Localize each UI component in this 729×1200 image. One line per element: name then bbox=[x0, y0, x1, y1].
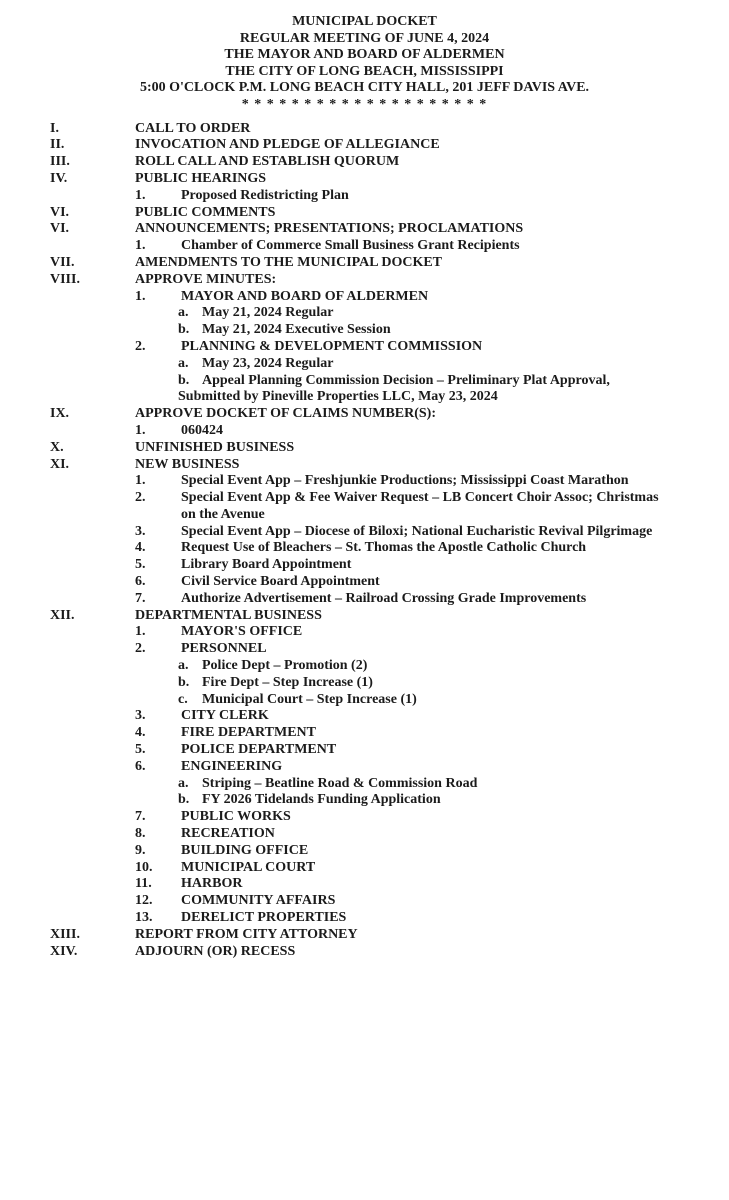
agenda-line bbox=[0, 356, 729, 373]
agenda-item-marker: 1. bbox=[135, 422, 146, 438]
agenda-line bbox=[0, 457, 729, 474]
agenda-line bbox=[0, 893, 729, 910]
agenda-item-text: REPORT FROM CITY ATTORNEY bbox=[135, 926, 358, 942]
agenda-line bbox=[0, 423, 729, 440]
agenda-line bbox=[0, 608, 729, 625]
agenda-item-marker: b. bbox=[178, 674, 190, 690]
agenda-item-text: May 21, 2024 Executive Session bbox=[202, 322, 391, 338]
agenda-item-text: PUBLIC COMMENTS bbox=[135, 204, 276, 220]
agenda-item-marker: 1. bbox=[135, 473, 146, 489]
agenda-line bbox=[0, 221, 729, 238]
agenda-item-marker: a. bbox=[178, 355, 189, 371]
agenda-item-text: CALL TO ORDER bbox=[135, 120, 251, 136]
agenda-item-marker: IV. bbox=[50, 170, 68, 186]
agenda-item-text: Special Event App & Fee Waiver Request – LB Concert Choir Assoc; Christmas bbox=[181, 490, 659, 506]
agenda-item-text: Fire Dept – Step Increase (1) bbox=[202, 674, 373, 690]
agenda-line bbox=[0, 238, 729, 255]
header-line: MUNICIPAL DOCKET bbox=[292, 14, 437, 29]
agenda-item-text: HARBOR bbox=[181, 876, 243, 892]
agenda-item-marker: 3. bbox=[135, 523, 146, 539]
agenda-line bbox=[0, 557, 729, 574]
agenda-line bbox=[0, 188, 729, 205]
agenda-item-marker: 9. bbox=[135, 842, 146, 858]
agenda-item-text: Striping – Beatline Road & Commission Road bbox=[202, 775, 478, 791]
agenda-item-marker: XIV. bbox=[50, 943, 78, 959]
agenda-item-text: NEW BUSINESS bbox=[135, 456, 240, 472]
agenda-item-text: May 23, 2024 Regular bbox=[202, 355, 334, 371]
agenda-item-marker: b. bbox=[178, 372, 190, 388]
header-line: REGULAR MEETING OF JUNE 4, 2024 bbox=[239, 30, 490, 46]
agenda-item-marker: 10. bbox=[135, 859, 153, 875]
agenda-line bbox=[0, 776, 729, 793]
agenda-item-marker: 4. bbox=[135, 725, 146, 741]
agenda-line bbox=[0, 272, 729, 289]
agenda-item-text: APPROVE MINUTES: bbox=[135, 271, 277, 287]
agenda-line bbox=[0, 255, 729, 272]
agenda-line bbox=[0, 725, 729, 742]
agenda-line bbox=[0, 658, 729, 675]
agenda-item-text: on the Avenue bbox=[181, 506, 265, 522]
agenda-line bbox=[0, 624, 729, 641]
agenda-line bbox=[0, 389, 729, 406]
agenda-item-marker: VI. bbox=[50, 221, 70, 237]
agenda-line bbox=[0, 507, 729, 524]
agenda-item-text: DEPARTMENTAL BUSINESS bbox=[135, 607, 322, 623]
agenda-item-marker: XI. bbox=[50, 456, 70, 472]
header-line: THE CITY OF LONG BEACH, MISSISSIPPI bbox=[225, 63, 504, 79]
agenda-item-text: FIRE DEPARTMENT bbox=[181, 725, 316, 741]
agenda-item-text: MUNICIPAL COURT bbox=[181, 859, 316, 875]
agenda-item-marker: 7. bbox=[135, 590, 146, 606]
agenda-item-marker: 6. bbox=[135, 574, 146, 590]
agenda-line bbox=[0, 373, 729, 390]
agenda-line bbox=[0, 406, 729, 423]
header-asterisk-separator: * * * * * * * * * * * * * * * * * * * * bbox=[241, 96, 488, 112]
agenda-line bbox=[0, 154, 729, 171]
agenda-item-text: BUILDING OFFICE bbox=[181, 842, 309, 858]
agenda-item-marker: 5. bbox=[135, 557, 146, 573]
agenda-line bbox=[0, 137, 729, 154]
agenda-item-marker: a. bbox=[178, 305, 189, 321]
agenda-item-text: AMENDMENTS TO THE MUNICIPAL DOCKET bbox=[135, 254, 443, 270]
agenda-line bbox=[0, 121, 729, 138]
agenda-line bbox=[0, 490, 729, 507]
agenda-line bbox=[0, 675, 729, 692]
agenda-item-text: PUBLIC HEARINGS bbox=[135, 170, 267, 186]
agenda-item-marker: II. bbox=[50, 137, 65, 153]
agenda-line bbox=[0, 641, 729, 658]
agenda-item-marker: a. bbox=[178, 658, 189, 674]
agenda-line bbox=[0, 792, 729, 809]
agenda-item-marker: 7. bbox=[135, 809, 146, 825]
agenda-item-text: Civil Service Board Appointment bbox=[181, 574, 380, 590]
agenda-line bbox=[0, 708, 729, 725]
agenda-item-text: PLANNING & DEVELOPMENT COMMISSION bbox=[181, 338, 483, 354]
agenda-item-text: Library Board Appointment bbox=[181, 557, 352, 573]
agenda-item-marker: 2. bbox=[135, 338, 146, 354]
agenda-line bbox=[0, 322, 729, 339]
header-line: THE MAYOR AND BOARD OF ALDERMEN bbox=[224, 47, 505, 63]
agenda-item-text: Submitted by Pineville Properties LLC, May 23, 2024 bbox=[178, 389, 498, 405]
agenda-item-text: MAYOR AND BOARD OF ALDERMEN bbox=[181, 288, 429, 304]
agenda-line bbox=[0, 574, 729, 591]
agenda-item-text: UNFINISHED BUSINESS bbox=[135, 439, 295, 455]
agenda-item-marker: XIII. bbox=[50, 926, 80, 942]
agenda-item-text: POLICE DEPARTMENT bbox=[181, 742, 337, 758]
agenda-item-text: Special Event App – Freshjunkie Productions; Mississippi Coast Marathon bbox=[181, 473, 629, 489]
agenda-line bbox=[0, 473, 729, 490]
agenda-item-marker: 1. bbox=[135, 238, 146, 254]
agenda-item-text: Proposed Redistricting Plan bbox=[181, 187, 349, 203]
agenda-line bbox=[0, 339, 729, 356]
agenda-item-marker: 2. bbox=[135, 490, 146, 506]
agenda-line bbox=[0, 826, 729, 843]
agenda-line bbox=[0, 809, 729, 826]
agenda-item-text: ADJOURN (OR) RECESS bbox=[135, 943, 296, 959]
agenda-item-marker: IX. bbox=[50, 406, 70, 422]
agenda-item-text: May 21, 2024 Regular bbox=[202, 305, 334, 321]
agenda-item-text: 060424 bbox=[181, 422, 223, 438]
agenda-item-text: Request Use of Bleachers – St. Thomas the Apostle Catholic Church bbox=[181, 540, 587, 556]
agenda-item-text: Authorize Advertisement – Railroad Crossing Grade Improvements bbox=[181, 590, 587, 606]
agenda-item-marker: I. bbox=[50, 120, 59, 136]
agenda-item-text: ANNOUNCEMENTS; PRESENTATIONS; PROCLAMATIONS bbox=[135, 221, 524, 237]
agenda-item-text: CITY CLERK bbox=[181, 708, 269, 724]
agenda-item-marker: 2. bbox=[135, 641, 146, 657]
agenda-item-text: Special Event App – Diocese of Biloxi; National Eucharistic Revival Pilgrimage bbox=[181, 523, 653, 539]
agenda-item-marker: 4. bbox=[135, 540, 146, 556]
agenda-item-text: FY 2026 Tidelands Funding Application bbox=[202, 792, 441, 808]
agenda-line bbox=[0, 944, 729, 961]
agenda-line bbox=[0, 205, 729, 222]
agenda-item-marker: VI. bbox=[50, 204, 70, 220]
agenda-line bbox=[0, 843, 729, 860]
agenda-line bbox=[0, 540, 729, 557]
agenda-item-text: ROLL CALL AND ESTABLISH QUORUM bbox=[135, 154, 400, 170]
agenda-item-text: Police Dept – Promotion (2) bbox=[202, 658, 368, 674]
agenda-item-marker: 11. bbox=[135, 876, 152, 892]
agenda-line bbox=[0, 927, 729, 944]
agenda-item-marker: 3. bbox=[135, 708, 146, 724]
agenda-item-marker: a. bbox=[178, 775, 189, 791]
agenda-line bbox=[0, 860, 729, 877]
document-header bbox=[0, 14, 729, 114]
agenda-item-marker: 1. bbox=[135, 288, 146, 304]
agenda-line bbox=[0, 171, 729, 188]
agenda-line bbox=[0, 305, 729, 322]
agenda-item-text: DERELICT PROPERTIES bbox=[181, 910, 347, 926]
agenda-line bbox=[0, 692, 729, 709]
agenda-item-marker: b. bbox=[178, 792, 190, 808]
agenda-item-marker: 1. bbox=[135, 624, 146, 640]
agenda-item-text: Appeal Planning Commission Decision – Preliminary Plat Approval, bbox=[202, 372, 610, 388]
agenda-item-marker: 6. bbox=[135, 758, 146, 774]
agenda-item-marker: b. bbox=[178, 322, 190, 338]
agenda-item-marker: III. bbox=[50, 154, 70, 170]
agenda-item-marker: X. bbox=[50, 439, 64, 455]
agenda-line bbox=[0, 759, 729, 776]
agenda-line bbox=[0, 289, 729, 306]
agenda-line bbox=[0, 591, 729, 608]
agenda-item-text: PUBLIC WORKS bbox=[181, 809, 291, 825]
agenda-item-text: PERSONNEL bbox=[181, 641, 267, 657]
agenda-item-text: RECREATION bbox=[181, 826, 275, 842]
agenda-line bbox=[0, 876, 729, 893]
agenda-line bbox=[0, 524, 729, 541]
agenda-item-text: COMMUNITY AFFAIRS bbox=[181, 893, 336, 909]
agenda-item-marker: XII. bbox=[50, 607, 75, 623]
header-line: 5:00 O'CLOCK P.M. LONG BEACH CITY HALL, 201 JEFF DAVIS AVE. bbox=[139, 80, 590, 96]
agenda-line bbox=[0, 910, 729, 927]
agenda-item-marker: VII. bbox=[50, 254, 75, 270]
agenda-item-marker: VIII. bbox=[50, 271, 80, 287]
agenda-item-marker: c. bbox=[178, 691, 188, 707]
agenda-item-text: Municipal Court – Step Increase (1) bbox=[202, 691, 417, 707]
agenda-item-text: INVOCATION AND PLEDGE OF ALLEGIANCE bbox=[135, 137, 440, 153]
agenda-line bbox=[0, 440, 729, 457]
agenda-item-marker: 1. bbox=[135, 187, 146, 203]
agenda-item-text: APPROVE DOCKET OF CLAIMS NUMBER(S): bbox=[135, 406, 437, 422]
agenda-item-text: MAYOR'S OFFICE bbox=[181, 624, 303, 640]
agenda-line bbox=[0, 742, 729, 759]
agenda-item-marker: 8. bbox=[135, 826, 146, 842]
agenda-item-marker: 5. bbox=[135, 742, 146, 758]
agenda-item-marker: 12. bbox=[135, 893, 153, 909]
agenda-item-text: ENGINEERING bbox=[181, 758, 283, 774]
agenda-item-text: Chamber of Commerce Small Business Grant Recipients bbox=[181, 238, 520, 254]
agenda-item-marker: 13. bbox=[135, 910, 153, 926]
agenda-list bbox=[0, 121, 729, 961]
